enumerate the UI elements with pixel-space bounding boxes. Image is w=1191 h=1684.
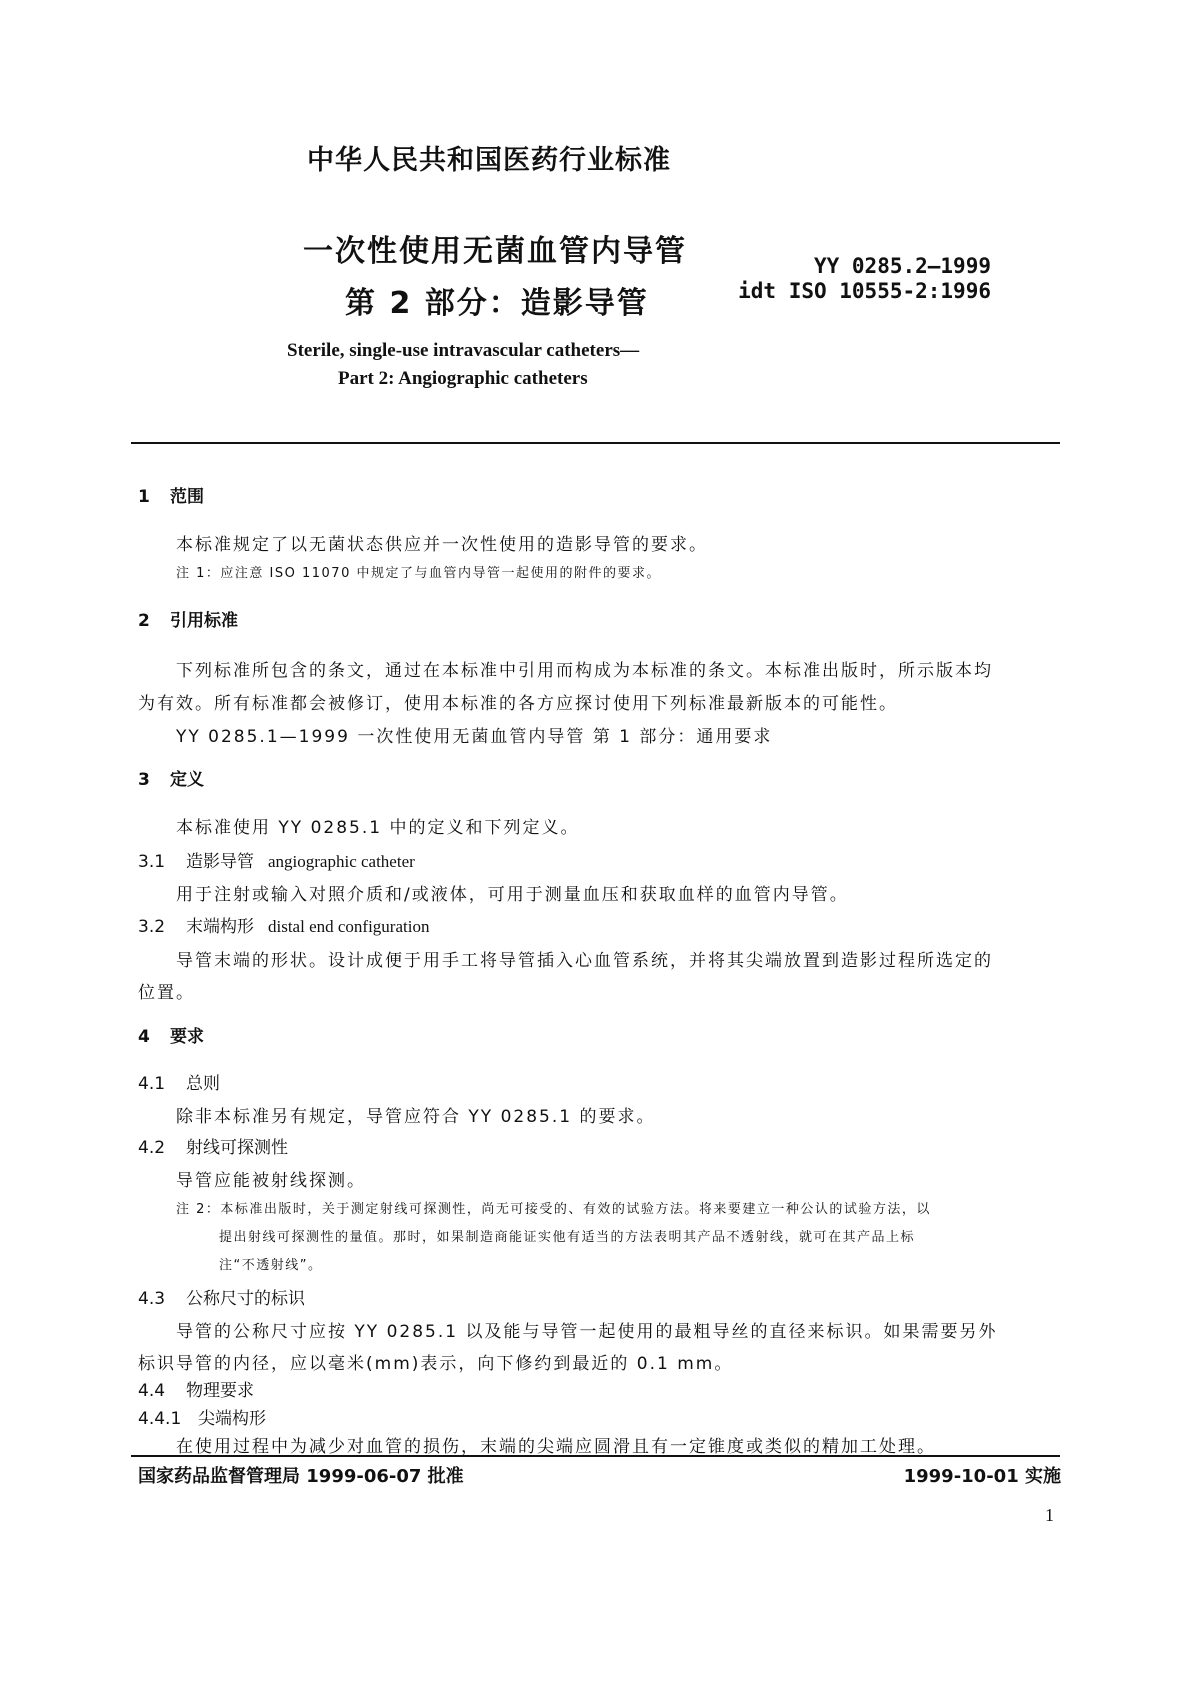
section-4-4-1-heading: [138, 1404, 266, 1429]
section-4-title: 要求: [170, 1027, 204, 1047]
section-1-heading: [138, 482, 204, 507]
definition-3-2-text-line2: 位置。: [138, 983, 195, 1003]
standard-number: YY 0285.2—1999: [813, 254, 991, 278]
definition-3-2-text-line1: 导管末端的形状。设计成便于用手工将导管插入心血管系统，并将其尖端放置到造影过程所选定的: [176, 951, 993, 971]
section-4-3-text-line1: 导管的公称尺寸应按 YY 0285.1 以及能与导管一起使用的最粗导丝的直径来标识。如果需要另外: [176, 1322, 998, 1342]
section-4-2-text: 导管应能被射线探测。: [176, 1171, 366, 1191]
definition-3-2-number: 3.2: [138, 917, 166, 937]
section-4-4-heading: [138, 1376, 254, 1401]
section-3-text: 本标准使用 YY 0285.1 中的定义和下列定义。: [176, 818, 580, 838]
section-4-3-text-line2: 标识导管的内径，应以毫米(mm)表示，向下修约到最近的 0.1 mm。: [138, 1354, 734, 1374]
section-4-4-1-title: 尖端构形: [198, 1409, 266, 1429]
section-4-1-title: 总则: [186, 1074, 220, 1094]
section-4-4-title: 物理要求: [186, 1381, 254, 1401]
section-4-1-text: 除非本标准另有规定，导管应符合 YY 0285.1 的要求。: [176, 1107, 656, 1127]
definition-3-1-number: 3.1: [138, 852, 166, 872]
section-4-2-heading: [138, 1133, 288, 1158]
definition-3-2-term-cn: 末端构形: [186, 917, 254, 937]
definition-3-1-term-en: angiographic catheter: [268, 852, 415, 871]
section-4-2-note-line1: 注 2：本标准出版时，关于测定射线可探测性，尚无可接受的、有效的试验方法。将来要建立一种公认的试验方法，以: [176, 1202, 931, 1217]
section-3-heading: [138, 765, 204, 790]
definition-3-2-term-en: distal end configuration: [268, 917, 430, 936]
section-4-1-number: 4.1: [138, 1074, 166, 1094]
section-4-1-heading: [138, 1069, 220, 1094]
section-4-4-1-number: 4.4.1: [138, 1409, 182, 1429]
section-1-note: 注 1：应注意 ISO 11070 中规定了与血管内导管一起使用的附件的要求。: [176, 566, 661, 581]
section-4-2-note-line3: 注“不透射线”。: [219, 1258, 323, 1273]
section-1-number: 1: [138, 487, 150, 507]
section-2-heading: [138, 606, 238, 631]
section-4-number: 4: [138, 1027, 150, 1047]
definition-3-2-heading: [138, 912, 429, 937]
document-header: 中华人民共和国医药行业标准: [307, 145, 671, 176]
approval-date: 国家药品监督管理局 1999-06-07 批准: [138, 1466, 464, 1487]
section-2-text-line1: 下列标准所包含的条文，通过在本标准中引用而构成为本标准的条文。本标准出版时，所示版本均: [176, 661, 993, 681]
title-en-line1: Sterile, single-use intravascular catheters—: [287, 340, 640, 361]
section-4-3-heading: [138, 1284, 305, 1309]
section-2-text-line2: 为有效。所有标准都会被修订，使用本标准的各方应探讨使用下列标准最新版本的可能性。: [138, 694, 898, 714]
section-4-4-1-text: 在使用过程中为减少对血管的损伤，末端的尖端应圆滑且有一定锥度或类似的精加工处理。: [176, 1437, 936, 1457]
implementation-date: 1999-10-01 实施: [903, 1466, 1061, 1487]
section-4-3-number: 4.3: [138, 1289, 166, 1309]
iso-equivalent-number: idt ISO 10555-2:1996: [738, 279, 991, 303]
section-2-number: 2: [138, 611, 150, 631]
section-3-number: 3: [138, 770, 150, 790]
section-4-heading: [138, 1022, 204, 1047]
section-1-title: 范围: [170, 487, 204, 507]
section-1-text: 本标准规定了以无菌状态供应并一次性使用的造影导管的要求。: [176, 535, 708, 555]
section-2-title: 引用标准: [170, 611, 238, 631]
section-4-4-number: 4.4: [138, 1381, 166, 1401]
section-4-2-title: 射线可探测性: [186, 1138, 288, 1158]
definition-3-1-text: 用于注射或输入对照介质和/或液体，可用于测量血压和获取血样的血管内导管。: [176, 885, 849, 905]
definition-3-1-heading: [138, 847, 415, 872]
title-cn-line2: 第 2 部分：造影导管: [345, 286, 649, 321]
section-4-3-title: 公称尺寸的标识: [186, 1289, 305, 1309]
definition-3-1-term-cn: 造影导管: [186, 852, 254, 872]
normative-reference: YY 0285.1—1999 一次性使用无菌血管内导管 第 1 部分：通用要求: [176, 727, 773, 747]
page-number: 1: [1045, 1505, 1054, 1525]
title-cn-line1: 一次性使用无菌血管内导管: [303, 234, 687, 269]
section-4-2-note-line2: 提出射线可探测性的量值。那时，如果制造商能证实他有适当的方法表明其产品不透射线，就可在其产品上标: [219, 1230, 916, 1245]
header-divider: [131, 442, 1060, 444]
title-en-line2: Part 2: Angiographic catheters: [338, 368, 588, 389]
section-3-title: 定义: [170, 770, 204, 790]
section-4-2-number: 4.2: [138, 1138, 166, 1158]
